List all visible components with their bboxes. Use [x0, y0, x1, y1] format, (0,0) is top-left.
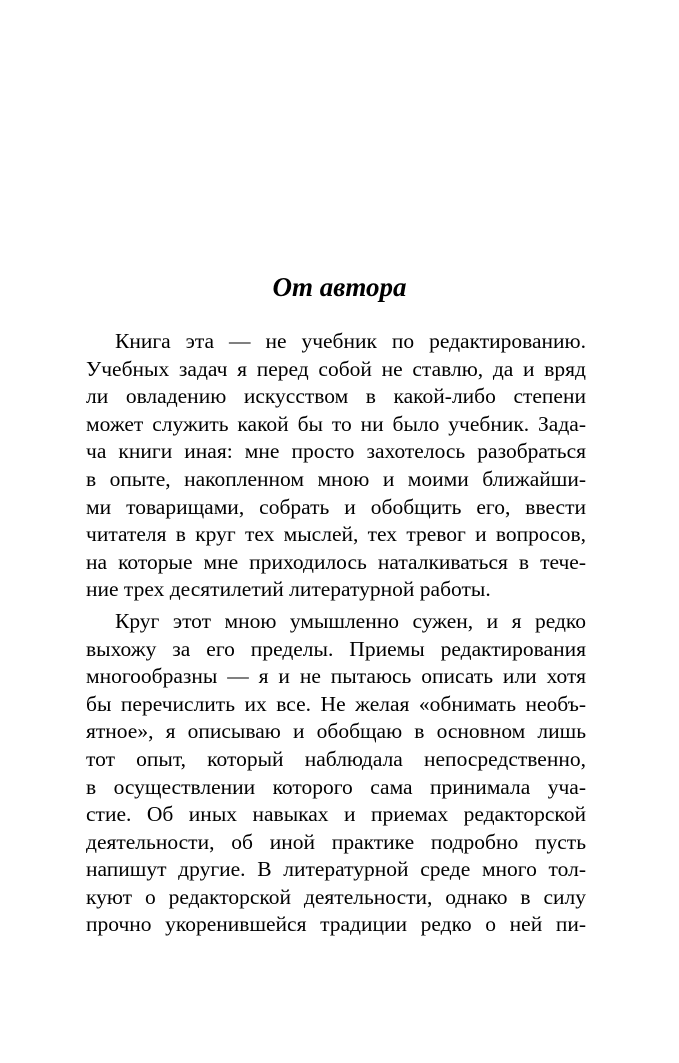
text-line: Круг этот мною умышленно сужен, и я редко [115, 608, 586, 633]
text-line: напишут другие. В литературной среде много тол- [86, 857, 586, 882]
body-text [86, 328, 586, 939]
text-line: на которые мне приходилось наталкиваться в тече- [86, 549, 586, 574]
text-line: деятельности, об иной практике подробно пусть [86, 829, 586, 854]
text-line: в осуществлении которого сама принимала уча- [86, 774, 586, 799]
text-line: прочно укоренившейся традиции редко о ней пи- [86, 912, 586, 937]
text-line: читателя в круг тех мыслей, тех тревог и вопросов, [86, 522, 586, 547]
text-line: ми товарищами, собрать и обобщить его, ввести [86, 494, 586, 519]
text-line: ча книги иная: мне просто захотелось разобраться [86, 439, 586, 464]
text-line: в опыте, накопленном мною и моими ближайши- [86, 466, 586, 491]
text-line: Учебных задач я перед собой не ставлю, да и вряд [86, 356, 586, 381]
text-line: тот опыт, который наблюдала непосредственно, [86, 746, 586, 771]
text-line: Книга эта — не учебник по редактированию. [115, 329, 586, 353]
chapter-title: От автора [272, 272, 407, 302]
text-line: куют о редакторской деятельности, однако в силу [86, 884, 586, 909]
text-line: выхожу за его пределы. Приемы редактирования [86, 636, 586, 661]
text-line: ние трех десятилетий литературной работы. [86, 577, 491, 602]
paragraph-2 [86, 608, 586, 939]
text-line: стие. Об иных навыках и приемах редакторской [86, 802, 586, 827]
text-line: бы перечислить их все. Не желая «обнимать необъ- [86, 691, 586, 716]
text-line: многообразны — я и не пытаюсь описать или хотя [86, 664, 586, 689]
paragraph-1 [86, 328, 586, 604]
text-line: ли овладению искусством в какой-либо степени [86, 384, 586, 409]
text-line: может служить какой бы то ни было учебник. Зада- [86, 411, 586, 436]
text-line: ятное», я описываю и обобщаю в основном лишь [86, 719, 586, 744]
